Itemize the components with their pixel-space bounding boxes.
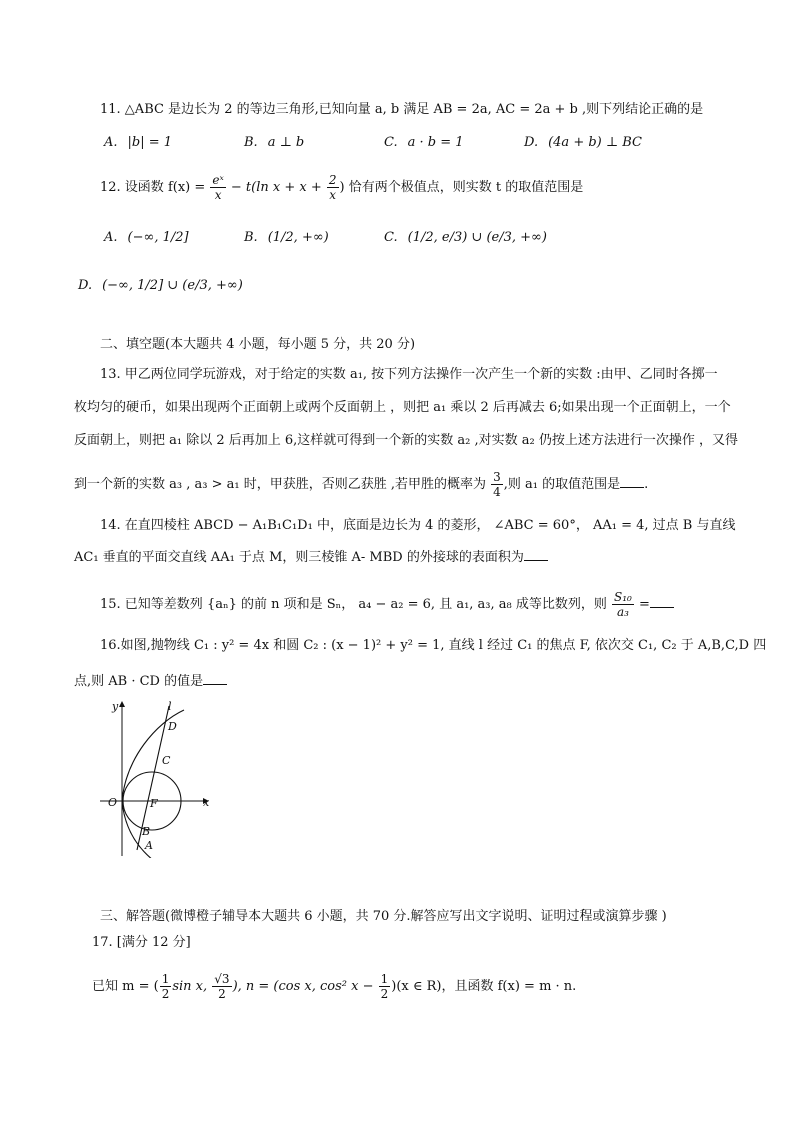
answer-blank bbox=[524, 548, 548, 561]
option-text: (−∞, 1/2] bbox=[127, 230, 189, 245]
answer-blank bbox=[203, 672, 227, 685]
q15-line-1 bbox=[100, 590, 724, 619]
q15-equals: = bbox=[634, 597, 650, 612]
option-key: D. bbox=[78, 278, 93, 293]
option-key: C. bbox=[384, 135, 398, 150]
option-text: (1/2, e/3) ∪ (e/3, +∞) bbox=[407, 230, 547, 245]
option-text: a ⊥ b bbox=[267, 135, 305, 150]
q12-stem-mid: − t(ln x + x + bbox=[226, 180, 326, 195]
section-3-heading: 三、解答题(微博橙子辅导本大题共 6 小题，共 70 分.解答应写出文字说明、证明过程或演算步骤 ) bbox=[100, 909, 667, 924]
q11-option-a bbox=[104, 133, 172, 153]
q11-option-c bbox=[384, 133, 464, 153]
fraction-numerator: 3 bbox=[493, 470, 501, 484]
q13-line-4a: 到一个新的实数 a₃ , a₃ > a₁ 时，甲获胜，否则乙获胜 ,若甲胜的概率为 bbox=[74, 477, 491, 492]
q12-option-a bbox=[104, 228, 189, 248]
q11-option-b bbox=[244, 133, 304, 153]
option-key: A. bbox=[104, 135, 118, 150]
q13-line-3: 反面朝上，则把 a₁ 除以 2 后再加上 6,这样就可得到一个新的实数 a₂ ,对实数 a₂ 仍按上述方法进行一次操作 ，又得 bbox=[74, 433, 739, 448]
q16-line-1: 16.如图,抛物线 C₁ : y² = 4x 和圆 C₂ : (x − 1)² + y² = 1, 直线 l 经过 C₁ 的焦点 F, 依次交 C₁, C₂ 于 A,B,C,D 四 bbox=[100, 638, 767, 653]
q13-line-4: 到一个新的实数 a₃ , a₃ > a₁ 时，甲获胜，否则乙获胜 ,若甲胜的概率为 $\frac{3}{4}$ ,则 a₁ 的取值范围是 . bbox=[74, 470, 649, 499]
label-l: l bbox=[168, 700, 172, 713]
q15-line-1-text: 15. 已知等差数列 {aₙ} 的前 n 项和是 Sₙ， a₄ − a₂ = 6, 且 a₁, a₃, a₈ 成等比数列，则 bbox=[100, 597, 612, 612]
answer-blank bbox=[620, 475, 644, 488]
q17-part-b: sin x, bbox=[172, 979, 212, 994]
q12-stem-suffix: ) 恰有两个极值点，则实数 t 的取值范围是 bbox=[339, 180, 584, 195]
answer-blank bbox=[650, 595, 674, 608]
label-a: A bbox=[145, 839, 153, 852]
fraction-denominator: x bbox=[214, 188, 222, 202]
q12-fraction-1 bbox=[210, 173, 225, 202]
label-y: y bbox=[112, 700, 119, 713]
q11-option-d bbox=[524, 133, 642, 153]
option-text: (−∞, 1/2] ∪ (e/3, +∞) bbox=[102, 278, 243, 293]
q17-fraction-1 bbox=[160, 972, 172, 1001]
q13-probability-fraction bbox=[491, 470, 503, 499]
label-d: D bbox=[168, 720, 177, 733]
q13-line-4b: ,则 a₁ 的取值范围是 bbox=[503, 477, 621, 492]
fraction-denominator: 4 bbox=[493, 485, 501, 499]
q17-part-c: ), n = (cos x, cos² x − bbox=[232, 979, 378, 994]
fraction-denominator: x bbox=[329, 188, 337, 202]
section-2-heading: 二、填空题(本大题共 4 小题，每小题 5 分，共 20 分) bbox=[100, 337, 416, 352]
q16-line-2 bbox=[74, 672, 724, 692]
fraction-denominator: 2 bbox=[218, 987, 226, 1001]
label-b: B bbox=[142, 825, 151, 838]
q12-option-c bbox=[384, 228, 547, 248]
fraction-numerator: 1 bbox=[380, 972, 389, 986]
label-f: F bbox=[150, 797, 158, 810]
q16-line-2-text: 点,则 AB · CD 的值是 bbox=[74, 674, 204, 689]
q12-option-b bbox=[244, 228, 329, 248]
option-key: B. bbox=[244, 230, 258, 245]
label-x: x bbox=[203, 796, 210, 809]
q17-fraction-2 bbox=[212, 972, 231, 1001]
option-key: C. bbox=[384, 230, 398, 245]
q12-fraction-2 bbox=[327, 173, 339, 202]
fraction-denominator: 2 bbox=[380, 987, 389, 1001]
fraction-denominator: a₃ bbox=[616, 605, 629, 619]
option-key: B. bbox=[244, 135, 258, 150]
option-text: |b| = 1 bbox=[127, 135, 173, 150]
q14-line-1: 14. 在直四棱柱 ABCD − A₁B₁C₁D₁ 中，底面是边长为 4 的菱形， ∠ABC = 60°， AA₁ = 4, 过点 B 与直线 bbox=[100, 518, 736, 533]
q12-stem bbox=[100, 173, 724, 202]
q17-part-d: )(x ∈ R)，且函数 f(x) = m · n. bbox=[391, 979, 577, 994]
fraction-numerator: S₁₀ bbox=[614, 590, 632, 604]
q13-line-2: 枚均匀的硬币，如果出现两个正面朝上或两个反面朝上 ，则把 a₁ 乘以 2 后再减去 6;如果出现一个正面朝上，一个 bbox=[74, 400, 731, 415]
q17-part-a: 已知 m = ( bbox=[92, 979, 159, 994]
q11-stem: 11. △ABC 是边长为 2 的等边三角形,已知向量 a, b 满足 AB = 2a, AC = 2a + b ,则下列结论正确的是 bbox=[100, 102, 704, 117]
q17-fraction-3 bbox=[379, 972, 391, 1001]
q17-line-1 bbox=[92, 972, 724, 1001]
option-text: (1/2, +∞) bbox=[267, 230, 329, 245]
fraction-numerator: 1 bbox=[161, 972, 170, 986]
q12-option-d bbox=[78, 276, 243, 296]
q12-stem-prefix: 12. 设函数 f(x) = bbox=[100, 180, 210, 195]
fraction-numerator: eˣ bbox=[212, 173, 224, 187]
label-o: O bbox=[108, 796, 118, 809]
option-key: D. bbox=[524, 135, 539, 150]
option-text: (4a + b) ⊥ BC bbox=[548, 135, 642, 150]
q16-figure bbox=[96, 698, 226, 858]
q14-line-2 bbox=[74, 548, 724, 568]
option-key: A. bbox=[104, 230, 118, 245]
q14-line-2-text: AC₁ 垂直的平面交直线 AA₁ 于点 M，则三棱锥 A- MBD 的外接球的表面积为 bbox=[74, 550, 524, 565]
q15-fraction bbox=[612, 590, 634, 619]
q13-line-1: 13. 甲乙两位同学玩游戏，对于给定的实数 a₁, 按下列方法操作一次产生一个新的实数 :由甲、乙同时各掷一 bbox=[100, 367, 718, 382]
fraction-numerator: 2 bbox=[328, 173, 337, 187]
q17-heading: 17. [满分 12 分] bbox=[92, 935, 191, 950]
fraction-numerator: √3 bbox=[214, 972, 230, 986]
fraction-denominator: 2 bbox=[161, 987, 170, 1001]
option-text: a · b = 1 bbox=[407, 135, 464, 150]
label-c: C bbox=[162, 754, 171, 767]
